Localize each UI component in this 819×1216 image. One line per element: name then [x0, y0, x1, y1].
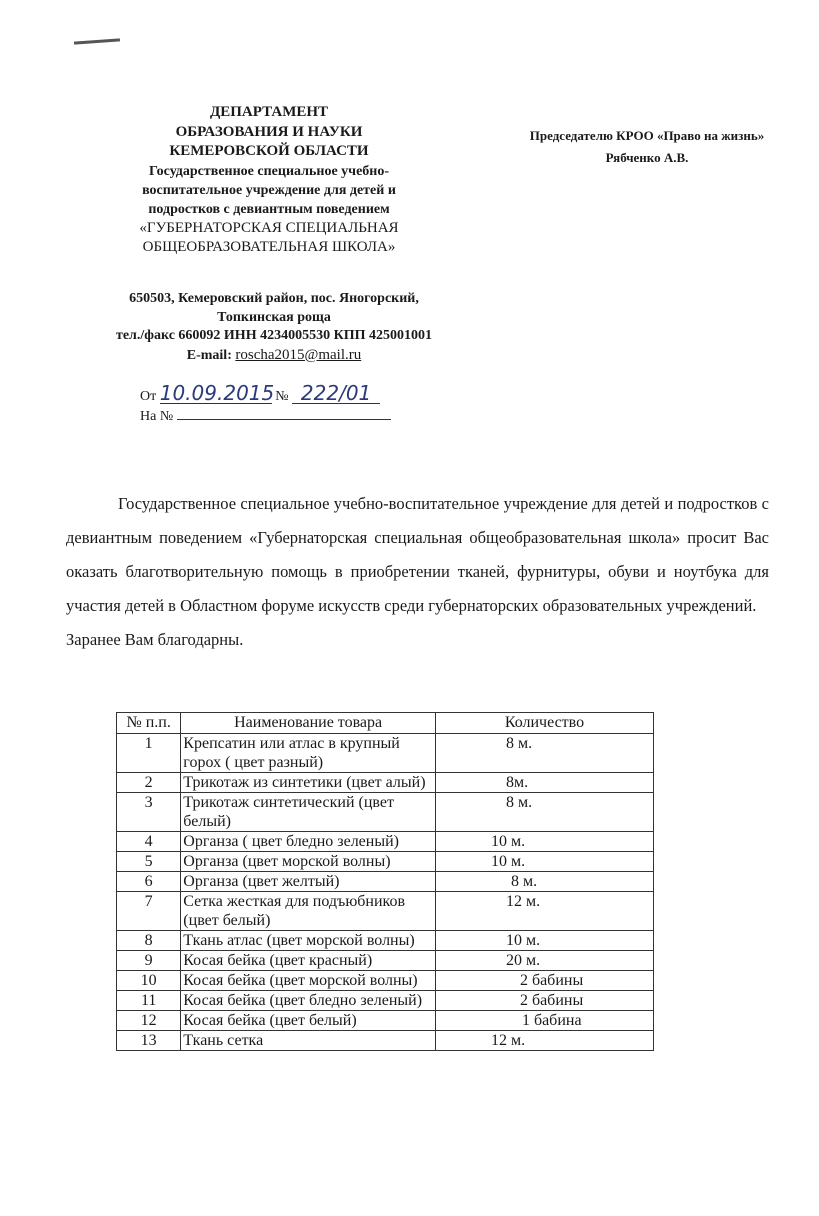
dept-line: ДЕПАРТАМЕНТ — [209, 104, 329, 120]
item-name: Косая бейка (цвет морской волны) — [181, 971, 436, 991]
outgoing-date: 10.09.2015 — [159, 381, 275, 405]
column-header-name: Наименование товара — [181, 713, 436, 734]
item-quantity: 2 бабины — [435, 971, 653, 991]
institution-line: воспитательное учреждение для детей и — [142, 182, 396, 198]
item-name: Трикотаж из синтетики (цвет алый) — [181, 773, 436, 793]
column-header-quantity: Количество — [435, 713, 653, 734]
table-row — [117, 852, 654, 872]
item-name: Органза ( цвет бледно зеленый) — [181, 832, 436, 852]
column-header-number: № п.п. — [117, 713, 181, 734]
item-name: Крепсатин или атлас в крупный горох ( цвет разный) — [181, 734, 436, 773]
item-quantity: 12 м. — [435, 892, 653, 931]
row-number: 12 — [117, 1011, 181, 1031]
item-name: Ткань атлас (цвет морской волны) — [181, 931, 436, 951]
table-row — [117, 931, 654, 951]
item-name: Органза (цвет желтый) — [181, 872, 436, 892]
item-quantity: 1 бабина — [435, 1011, 653, 1031]
item-quantity: 8 м. — [435, 734, 653, 773]
closing-line: Заранее Вам благодарны. — [66, 630, 244, 649]
table-row — [117, 793, 654, 832]
row-number: 8 — [117, 931, 181, 951]
item-quantity: 2 бабины — [435, 991, 653, 1011]
item-quantity: 20 м. — [435, 951, 653, 971]
item-quantity: 8 м. — [435, 872, 653, 892]
table-row — [117, 1011, 654, 1031]
to-label: На № — [140, 409, 174, 424]
item-quantity: 10 м. — [435, 832, 653, 852]
dept-line: КЕМЕРОВСКОЙ ОБЛАСТИ — [169, 143, 369, 159]
row-number: 3 — [117, 793, 181, 832]
table-row — [117, 832, 654, 852]
dept-line: ОБРАЗОВАНИЯ И НАУКИ — [175, 123, 363, 140]
item-name: Косая бейка (цвет белый) — [181, 1011, 436, 1031]
table-row — [117, 872, 654, 892]
row-number: 9 — [117, 951, 181, 971]
body-paragraph: Государственное специальное учебно-воспитательное учреждение для детей и подростков с девиантным поведением «Губернаторская специальная общеобразовательная школа» просит Вас оказать благотворительную помощь в приобретении тканей, фурнитуры, обуви и ноутбука для участия детей в Областном форуме искусств среди губернаторских образовательных учреждений. — [66, 494, 769, 615]
row-number: 13 — [117, 1031, 181, 1051]
item-quantity: 8м. — [435, 773, 653, 793]
table-row — [117, 734, 654, 773]
row-number: 6 — [117, 872, 181, 892]
item-quantity: 12 м. — [435, 1031, 653, 1051]
table-header-row — [117, 713, 654, 734]
recipient-title: Председателю КРОО «Право на жизнь» — [529, 128, 765, 143]
email-row — [74, 346, 474, 366]
from-label: От — [140, 389, 157, 404]
address-block — [74, 290, 474, 365]
address-line: Топкинская роща — [217, 309, 331, 325]
number-label: № — [275, 389, 289, 404]
item-name: Ткань сетка — [181, 1031, 436, 1051]
item-quantity: 10 м. — [435, 931, 653, 951]
institution-line: подростков с девиантным поведением — [148, 201, 390, 217]
table-row — [117, 1031, 654, 1051]
item-quantity: 8 м. — [435, 793, 653, 832]
row-number: 1 — [117, 734, 181, 773]
item-name: Сетка жесткая для подъюбников (цвет белый) — [181, 892, 436, 931]
reference-block — [140, 383, 391, 427]
table-row — [117, 971, 654, 991]
table-row — [117, 951, 654, 971]
institution-name: «ГУБЕРНАТОРСКАЯ СПЕЦИАЛЬНАЯ — [139, 219, 399, 236]
goods-table — [116, 712, 654, 1051]
item-name: Косая бейка (цвет красный) — [181, 951, 436, 971]
incoming-ref — [140, 405, 391, 427]
row-number: 10 — [117, 971, 181, 991]
outgoing-number: 222/01 — [292, 383, 380, 404]
table-row — [117, 892, 654, 931]
letter-body — [66, 487, 769, 657]
recipient-name: Рябченко А.В. — [605, 150, 689, 165]
table-row — [117, 991, 654, 1011]
item-name: Косая бейка (цвет бледно зеленый) — [181, 991, 436, 1011]
row-number: 5 — [117, 852, 181, 872]
row-number: 2 — [117, 773, 181, 793]
row-number: 4 — [117, 832, 181, 852]
outgoing-ref — [140, 383, 391, 405]
item-quantity: 10 м. — [435, 852, 653, 872]
recipient-block — [484, 125, 810, 169]
phone-line: тел./факс 660092 ИНН 4234005530 КПП 425001001 — [115, 328, 433, 343]
table-row — [117, 773, 654, 793]
item-name: Органза (цвет морской волны) — [181, 852, 436, 872]
letterhead — [74, 103, 464, 258]
address-line: 650503, Кемеровский район, пос. Яногорский, — [129, 291, 419, 306]
pen-mark — [74, 38, 120, 44]
row-number: 7 — [117, 892, 181, 931]
row-number: 11 — [117, 991, 181, 1011]
institution-name: ОБЩЕОБРАЗОВАТЕЛЬНАЯ ШКОЛА» — [142, 239, 396, 255]
incoming-number-blank — [177, 405, 391, 420]
institution-line: Государственное специальное учебно- — [148, 163, 390, 179]
email-label: E-mail: — [186, 347, 232, 363]
item-name: Трикотаж синтетический (цвет белый) — [181, 793, 436, 832]
email-link[interactable]: roscha2015@mail.ru — [235, 346, 362, 363]
